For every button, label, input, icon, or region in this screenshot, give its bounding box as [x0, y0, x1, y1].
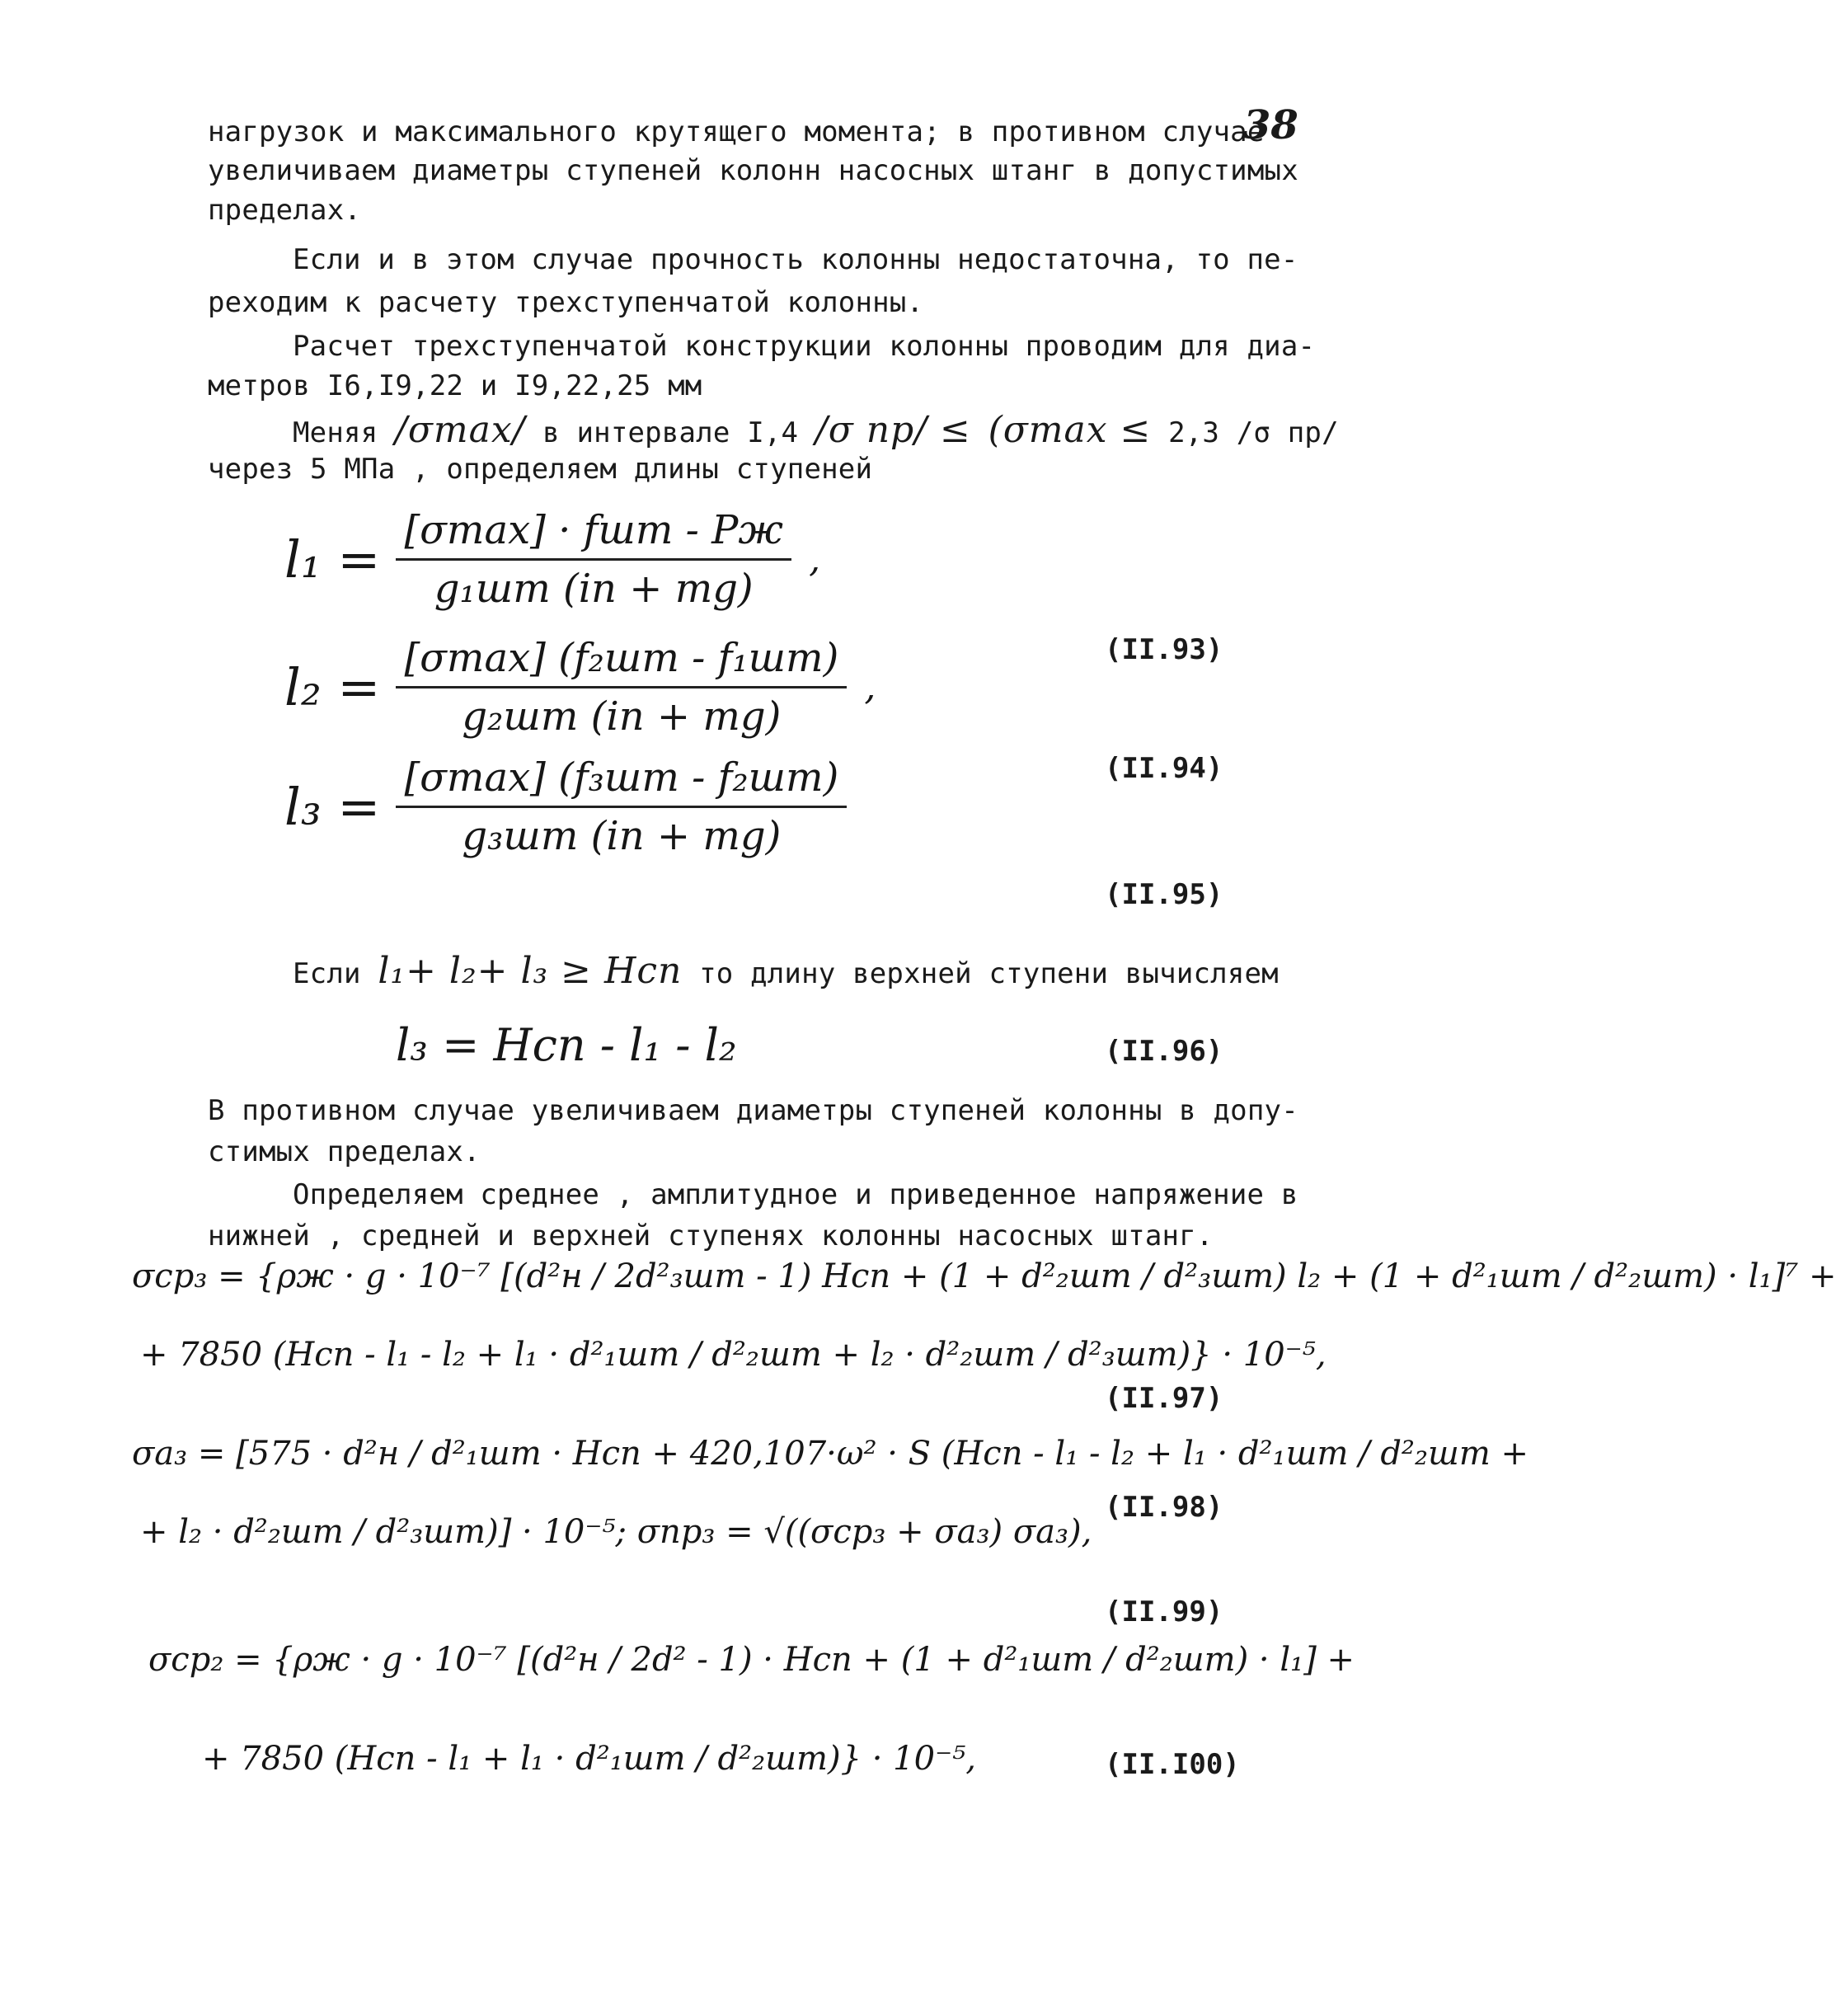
text-fragment: 2,3 /σ пр/	[1168, 416, 1339, 449]
formula-sigma-sr3-line2: + 7850 (Hсп - l₁ - l₂ + l₁ · d²₁шт / d²₂шт + l₂ · d²₂шт / d²₃шт)} · 10⁻⁵,	[140, 1336, 1327, 1374]
text-line: увеличиваем диаметры ступеней колонн насосных штанг в допустимых	[208, 154, 1298, 187]
formula-l3	[284, 754, 860, 859]
formula-lhs: l₁ =	[284, 529, 381, 590]
fraction	[396, 507, 791, 612]
text-line: реходим к расчету трехступенчатой колонны.	[208, 286, 924, 319]
text-line: стимых пределах.	[208, 1135, 481, 1168]
equation-number: (II.95)	[1105, 878, 1223, 911]
text-line-with-handwriting	[293, 409, 1339, 451]
text-line-with-handwriting	[293, 950, 1279, 992]
equation-number: (II.96)	[1105, 1035, 1223, 1068]
equation-number: (II.94)	[1105, 752, 1223, 785]
formula-sigma-a3-line2: + l₂ · d²₂шт / d²₃шт)] · 10⁻⁵; σпр₃ = √((σср₃ + σа₃) σа₃),	[140, 1513, 1092, 1551]
handwritten-symbol: /σ пр/ ≤	[815, 409, 971, 451]
formula-lhs: l₃ =	[284, 777, 381, 837]
denominator: g₃шт (in + mg)	[462, 813, 782, 859]
text-line: через 5 МПа , определяем длины ступеней	[208, 453, 873, 486]
text-line: нижней , средней и верхней ступенях колонны насосных штанг.	[208, 1219, 1214, 1252]
handwritten-condition: l₁+ l₂+ l₃ ≥ Hсп	[378, 950, 683, 992]
handwritten-symbol: (σmax ≤	[988, 409, 1152, 451]
formula-l2	[284, 635, 876, 740]
equation-number: (II.98)	[1105, 1491, 1223, 1524]
text-line: пределах.	[208, 194, 362, 227]
text-line: Расчет трехступенчатой конструкции колонны проводим для диа-	[293, 330, 1316, 363]
equation-number: (II.99)	[1105, 1595, 1223, 1628]
text-line: Определяем среднее , амплитудное и приведенное напряжение в	[293, 1178, 1298, 1211]
text-fragment: Если	[293, 957, 361, 990]
text-line: метров I6,I9,22 и I9,22,25 мм	[208, 369, 702, 402]
denominator: g₂шт (in + mg)	[462, 693, 782, 740]
numerator: [σmax] · fшт - Pж	[396, 507, 791, 561]
denominator: g₁шт (in + mg)	[434, 566, 754, 612]
numerator: [σmax] (f₂шт - f₁шт)	[396, 635, 847, 688]
formula-sigma-a3-line1: σа₃ = [575 · d²н / d²₁шт · Hсп + 420,107·ω² · S (Hсп - l₁ - l₂ + l₁ · d²₁шт / d²₂шт +	[132, 1435, 1529, 1473]
text-fragment: Меняя	[293, 416, 378, 449]
numerator: [σmax] (f₃шт - f₂шт)	[396, 754, 847, 808]
formula-l3-top: l₃ = Hсп - l₁ - l₂	[396, 1019, 737, 1071]
fraction	[396, 754, 847, 859]
equation-number: (II.93)	[1105, 633, 1223, 666]
text-line: В противном случае увеличиваем диаметры ступеней колонны в допу-	[208, 1094, 1298, 1127]
punctuation: ,	[864, 666, 876, 708]
formula-sigma-sr2-line1: σср₂ = {ρж · g · 10⁻⁷ [(d²н / 2d² - 1) · Hсп + (1 + d²₁шт / d²₂шт) · l₁] +	[148, 1641, 1355, 1679]
equation-number: (II.I00)	[1105, 1748, 1240, 1781]
formula-lhs: l₂ =	[284, 657, 381, 717]
formula-sigma-sr2-line2: + 7850 (Hсп - l₁ + l₁ · d²₁шт / d²₂шт)} · 10⁻⁵,	[202, 1740, 976, 1778]
formula-l1	[284, 507, 820, 612]
handwritten-symbol: /σmax/	[395, 409, 526, 451]
text-fragment: то длину верхней ступени вычисляем	[699, 957, 1279, 990]
fraction	[396, 635, 847, 740]
text-fragment: в интервале I,4	[542, 416, 799, 449]
text-line: Если и в этом случае прочность колонны недостаточна, то пе-	[293, 243, 1298, 276]
page-number: 38	[1243, 102, 1298, 148]
formula-sigma-sr3-line1: σср₃ = {ρж · g · 10⁻⁷ [(d²н / 2d²₃шт - 1) Hсп + (1 + d²₂шт / d²₃шт) l₂ + (1 + d²₁шт / d²₂шт) · l₁]⁷ +	[132, 1257, 1836, 1295]
text-line: нагрузок и максимального крутящего момента; в противном случае	[208, 115, 1265, 148]
equation-number: (II.97)	[1105, 1382, 1223, 1415]
punctuation: ,	[809, 538, 821, 580]
